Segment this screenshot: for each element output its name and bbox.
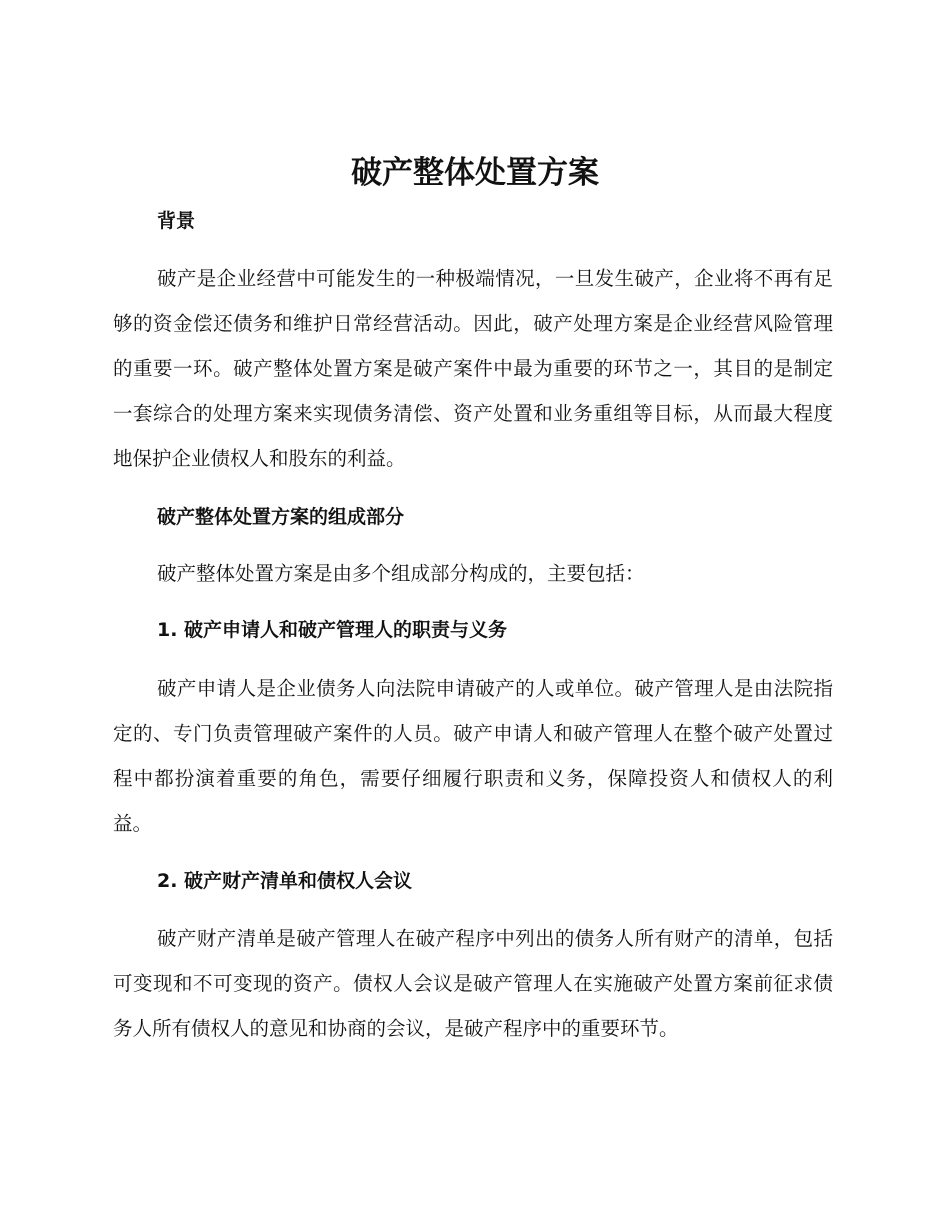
section-heading-property-list: 2. 破产财产清单和债权人会议 <box>157 870 413 892</box>
paragraph-background: 破产是企业经营中可能发生的一种极端情况，一旦发生破产，企业将不再有足够的资金偿还债务和维护日常经营活动。因此，破产处理方案是企业经营风险管理的重要一环。破产整体处置方案是破产案件中最为重要的环节之一，其目的是制定一套综合的处理方案来实现债务清偿、资产处置和业务重组等目标，从而最大程度地保护企业债权人和股东的利益。 <box>113 267 833 470</box>
document-title: 破产整体处置方案 <box>351 155 599 191</box>
paragraph-duties: 破产申请人是企业债务人向法院申请破产的人或单位。破产管理人是由法院指定的、专门负责管理破产案件的人员。破产申请人和破产管理人在整个破产处置过程中都扮演着重要的角色，需要仔细履行职责和义务，保障投资人和债权人的利益。 <box>113 677 833 835</box>
paragraph-components: 破产整体处置方案是由多个组成部分构成的，主要包括： <box>157 562 645 585</box>
section-heading-components: 破产整体处置方案的组成部分 <box>157 506 405 528</box>
paragraph-property-list: 破产财产清单是破产管理人在破产程序中列出的债务人所有财产的清单，包括可变现和不可变现的资产。债权人会议是破产管理人在实施破产处置方案前征求债务人所有债权人的意见和协商的会议，是破产程序中的重要环节。 <box>113 927 833 1040</box>
section-heading-background: 背景 <box>157 210 196 232</box>
section-heading-duties: 1. 破产申请人和破产管理人的职责与义务 <box>157 619 508 641</box>
